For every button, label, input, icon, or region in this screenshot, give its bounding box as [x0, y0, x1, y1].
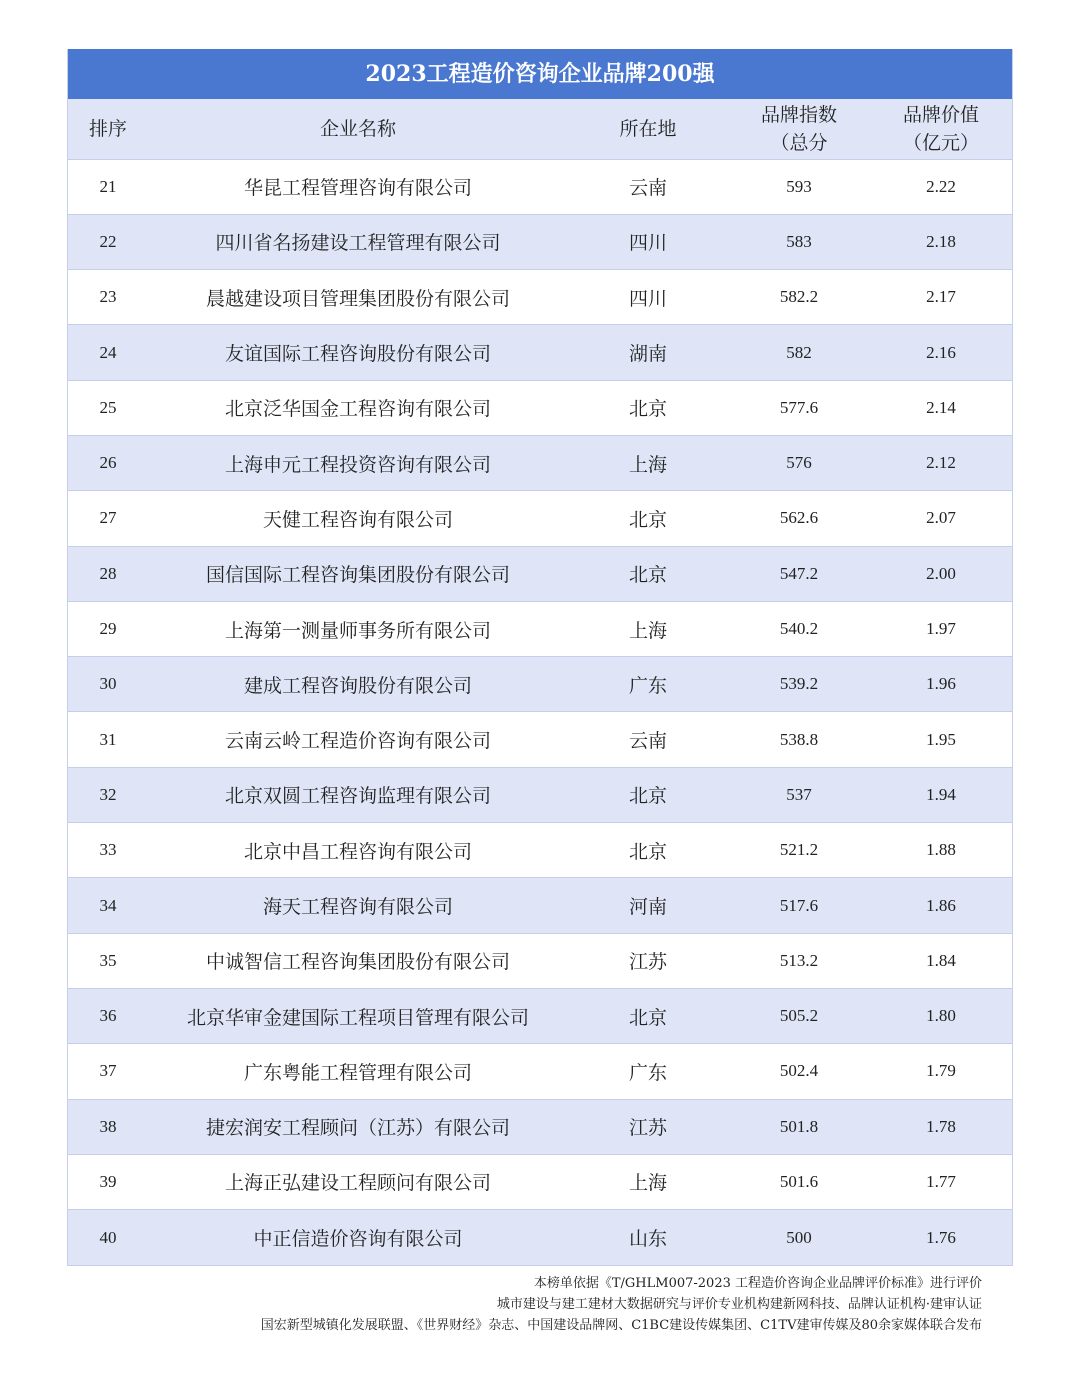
cell-rank: 30	[68, 657, 148, 712]
table-row	[68, 988, 1012, 1043]
cell-location: 北京	[568, 491, 728, 546]
cell-location: 北京	[568, 546, 728, 601]
table-row	[68, 325, 1012, 380]
table-title: 2023工程造价咨询企业品牌200强	[68, 49, 1012, 99]
header-index-line1: 品牌指数	[760, 103, 837, 126]
cell-company-name: 国信国际工程咨询集团股份有限公司	[148, 546, 568, 601]
header-location: 所在地	[619, 117, 677, 140]
cell-brand-index: 521.2	[728, 823, 870, 878]
header-value-line1: 品牌价值	[902, 103, 979, 126]
table-row	[68, 1044, 1012, 1099]
cell-brand-value: 1.84	[870, 933, 1012, 988]
cell-brand-index: 593	[728, 159, 870, 214]
cell-brand-value: 1.94	[870, 767, 1012, 822]
cell-company-name: 中诚智信工程咨询集团股份有限公司	[148, 933, 568, 988]
cell-company-name: 中正信造价咨询有限公司	[148, 1210, 568, 1265]
cell-location: 北京	[568, 823, 728, 878]
ranking-table-container	[67, 49, 1013, 1266]
cell-rank: 33	[68, 823, 148, 878]
cell-brand-value: 1.88	[870, 823, 1012, 878]
cell-company-name: 北京双圆工程咨询监理有限公司	[148, 767, 568, 822]
cell-brand-index: 583	[728, 214, 870, 269]
cell-company-name: 海天工程咨询有限公司	[148, 878, 568, 933]
table-row	[68, 1210, 1012, 1265]
table-row	[68, 214, 1012, 269]
cell-brand-index: 505.2	[728, 988, 870, 1043]
header-index-line2: （总分	[770, 131, 828, 154]
cell-location: 上海	[568, 601, 728, 656]
cell-location: 河南	[568, 878, 728, 933]
cell-company-name: 上海正弘建设工程顾问有限公司	[148, 1154, 568, 1209]
header-index	[728, 99, 870, 159]
cell-brand-index: 501.8	[728, 1099, 870, 1154]
cell-brand-index: 547.2	[728, 546, 870, 601]
table-row	[68, 270, 1012, 325]
cell-location: 北京	[568, 767, 728, 822]
cell-brand-value: 1.95	[870, 712, 1012, 767]
cell-brand-value: 2.12	[870, 435, 1012, 490]
cell-brand-index: 537	[728, 767, 870, 822]
header-value	[870, 99, 1012, 159]
cell-brand-value: 2.18	[870, 214, 1012, 269]
cell-company-name: 上海申元工程投资咨询有限公司	[148, 435, 568, 490]
table-row	[68, 878, 1012, 933]
cell-location: 湖南	[568, 325, 728, 380]
cell-company-name: 四川省名扬建设工程管理有限公司	[148, 214, 568, 269]
cell-brand-index: 517.6	[728, 878, 870, 933]
cell-brand-index: 582	[728, 325, 870, 380]
footer-line-1: 本榜单依据《T/GHLM007-2023 工程造价咨询企业品牌评价标准》进行评价	[533, 1276, 982, 1291]
table-row	[68, 712, 1012, 767]
cell-company-name: 北京中昌工程咨询有限公司	[148, 823, 568, 878]
cell-rank: 26	[68, 435, 148, 490]
cell-rank: 37	[68, 1044, 148, 1099]
cell-brand-index: 501.6	[728, 1154, 870, 1209]
cell-location: 山东	[568, 1210, 728, 1265]
table-row	[68, 767, 1012, 822]
cell-company-name: 云南云岭工程造价咨询有限公司	[148, 712, 568, 767]
table-row	[68, 435, 1012, 490]
cell-location: 广东	[568, 657, 728, 712]
header-row	[68, 99, 1012, 159]
cell-brand-index: 577.6	[728, 380, 870, 435]
table-row	[68, 823, 1012, 878]
cell-brand-value: 1.78	[870, 1099, 1012, 1154]
header-name: 企业名称	[319, 117, 396, 140]
cell-brand-value: 1.77	[870, 1154, 1012, 1209]
table-header	[68, 99, 1012, 159]
cell-rank: 34	[68, 878, 148, 933]
cell-rank: 27	[68, 491, 148, 546]
cell-rank: 21	[68, 159, 148, 214]
cell-location: 上海	[568, 435, 728, 490]
cell-rank: 23	[68, 270, 148, 325]
cell-company-name: 北京泛华国金工程咨询有限公司	[148, 380, 568, 435]
cell-location: 广东	[568, 1044, 728, 1099]
cell-company-name: 友谊国际工程咨询股份有限公司	[148, 325, 568, 380]
cell-rank: 22	[68, 214, 148, 269]
header-value-line2: （亿元）	[902, 131, 979, 154]
cell-brand-index: 500	[728, 1210, 870, 1265]
footer-line-2: 城市建设与建工建材大数据研究与评价专业机构建新网科技、品牌认证机构·建审认证	[496, 1297, 982, 1312]
cell-brand-index: 539.2	[728, 657, 870, 712]
cell-rank: 25	[68, 380, 148, 435]
cell-rank: 35	[68, 933, 148, 988]
cell-location: 云南	[568, 712, 728, 767]
cell-brand-value: 2.00	[870, 546, 1012, 601]
table-row	[68, 1099, 1012, 1154]
table-row	[68, 380, 1012, 435]
table-row	[68, 933, 1012, 988]
cell-company-name: 晨越建设项目管理集团股份有限公司	[148, 270, 568, 325]
cell-brand-index: 513.2	[728, 933, 870, 988]
cell-brand-value: 2.14	[870, 380, 1012, 435]
cell-brand-value: 1.96	[870, 657, 1012, 712]
cell-brand-value: 1.97	[870, 601, 1012, 656]
cell-brand-value: 2.17	[870, 270, 1012, 325]
cell-location: 北京	[568, 988, 728, 1043]
cell-brand-value: 2.22	[870, 159, 1012, 214]
cell-brand-value: 2.16	[870, 325, 1012, 380]
cell-brand-index: 502.4	[728, 1044, 870, 1099]
cell-company-name: 上海第一测量师事务所有限公司	[148, 601, 568, 656]
table-row	[68, 1154, 1012, 1209]
cell-company-name: 天健工程咨询有限公司	[148, 491, 568, 546]
cell-company-name: 广东粤能工程管理有限公司	[148, 1044, 568, 1099]
cell-brand-index: 538.8	[728, 712, 870, 767]
cell-company-name: 捷宏润安工程顾问（江苏）有限公司	[148, 1099, 568, 1154]
cell-rank: 39	[68, 1154, 148, 1209]
cell-company-name: 北京华审金建国际工程项目管理有限公司	[148, 988, 568, 1043]
cell-brand-value: 1.86	[870, 878, 1012, 933]
table-row	[68, 546, 1012, 601]
footer-line-3: 国宏新型城镇化发展联盟、《世界财经》杂志、中国建设品牌网、C1BC建设传媒集团、C1TV建审传媒及80余家媒体联合发布	[260, 1318, 982, 1333]
cell-rank: 24	[68, 325, 148, 380]
cell-brand-index: 576	[728, 435, 870, 490]
cell-company-name: 华昆工程管理咨询有限公司	[148, 159, 568, 214]
cell-brand-index: 582.2	[728, 270, 870, 325]
table-row	[68, 491, 1012, 546]
cell-rank: 31	[68, 712, 148, 767]
header-rank: 排序	[88, 117, 127, 140]
cell-location: 江苏	[568, 1099, 728, 1154]
table-row	[68, 601, 1012, 656]
cell-rank: 40	[68, 1210, 148, 1265]
table-row	[68, 159, 1012, 214]
cell-rank: 38	[68, 1099, 148, 1154]
cell-rank: 28	[68, 546, 148, 601]
cell-company-name: 建成工程咨询股份有限公司	[148, 657, 568, 712]
cell-location: 江苏	[568, 933, 728, 988]
cell-brand-value: 1.76	[870, 1210, 1012, 1265]
cell-location: 四川	[568, 270, 728, 325]
ranking-table	[68, 99, 1012, 1265]
cell-location: 北京	[568, 380, 728, 435]
cell-rank: 32	[68, 767, 148, 822]
cell-brand-value: 1.79	[870, 1044, 1012, 1099]
footer-notes	[261, 1273, 982, 1336]
cell-rank: 29	[68, 601, 148, 656]
cell-brand-value: 1.80	[870, 988, 1012, 1043]
cell-rank: 36	[68, 988, 148, 1043]
table-body	[68, 159, 1012, 1265]
cell-location: 四川	[568, 214, 728, 269]
cell-brand-index: 562.6	[728, 491, 870, 546]
cell-location: 上海	[568, 1154, 728, 1209]
cell-brand-value: 2.07	[870, 491, 1012, 546]
cell-brand-index: 540.2	[728, 601, 870, 656]
table-row	[68, 657, 1012, 712]
cell-location: 云南	[568, 159, 728, 214]
